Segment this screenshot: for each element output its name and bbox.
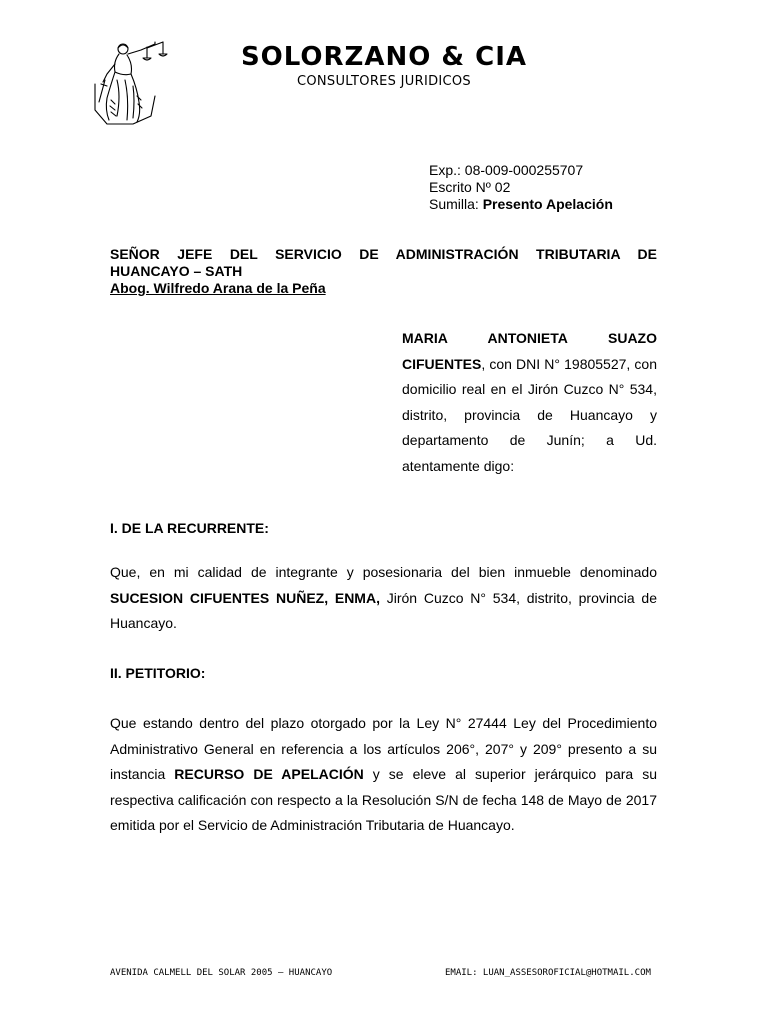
petitorio-appeal: RECURSO DE APELACIÓN	[174, 766, 364, 782]
petitioner-name-line-1: MARIA ANTONIETA SUAZO	[402, 330, 657, 346]
firm-subtitle: CONSULTORES JURIDICOS	[297, 74, 471, 89]
petitioner-name-line-2: CIFUENTES	[402, 355, 482, 372]
addressee-line-1: SEÑOR JEFE DEL SERVICIO DE ADMINISTRACIÓN TRIBUTARIA DE	[110, 246, 657, 262]
firm-name: SOLORZANO & CIA	[240, 42, 528, 72]
footer-address: AVENIDA CALMELL DEL SOLAR 2005 – HUANCAYO	[110, 968, 333, 978]
section-recurrente-body	[110, 560, 657, 637]
escrito-number: Escrito Nº 02	[429, 179, 511, 195]
petitorio-text-2: y se eleve al superior jerárquico para su respectiva calificación con respecto a la Resolución S/N de fecha 148 de Mayo de 2017 emitida por el Servicio de Administración Tributaria de Huancayo.	[110, 766, 657, 833]
section-title-recurrente: I. DE LA RECURRENTE:	[110, 520, 269, 536]
expediente-number: Exp.: 08-009-000255707	[429, 162, 584, 178]
recurrente-text-2: Jirón Cuzco N° 534, distrito, provincia de Huancayo.	[110, 589, 657, 631]
petitioner-details-text: , con DNI N° 19805527, con domicilio real en el Jirón Cuzco N° 534, distrito, provincia de Huancayo y departamento de Junín; a Ud. atentamente digo:	[402, 355, 657, 474]
recurrente-property-name: SUCESION CIFUENTES NUÑEZ, ENMA,	[110, 589, 380, 606]
addressee-block	[110, 246, 657, 297]
footer-email: EMAIL: LUAN_ASSESOROFICIAL@HOTMAIL.COM	[445, 968, 651, 978]
section-petitorio-body	[110, 711, 657, 839]
sumilla	[429, 196, 613, 213]
petitioner-details	[402, 352, 657, 480]
petitorio-text-1: Que estando dentro del plazo otorgado por la Ley N° 27444 Ley del Procedimiento Administrativo General en referencia a los artículos 206°, 207° y 209° presento a su instancia	[110, 715, 657, 782]
section-title-petitorio: II. PETITORIO:	[110, 665, 206, 681]
addressee-line-2: HUANCAYO – SATH	[110, 263, 243, 279]
petitioner-intro	[402, 326, 657, 479]
reference-block	[429, 162, 613, 213]
sumilla-label: Sumilla:	[429, 196, 483, 212]
sumilla-value: Presento Apelación	[482, 196, 613, 212]
addressee-lawyer: Abog. Wilfredo Arana de la Peña	[110, 280, 326, 296]
recurrente-text-1: Que, en mi calidad de integrante y posesionaria del bien inmueble denominado	[110, 564, 657, 580]
